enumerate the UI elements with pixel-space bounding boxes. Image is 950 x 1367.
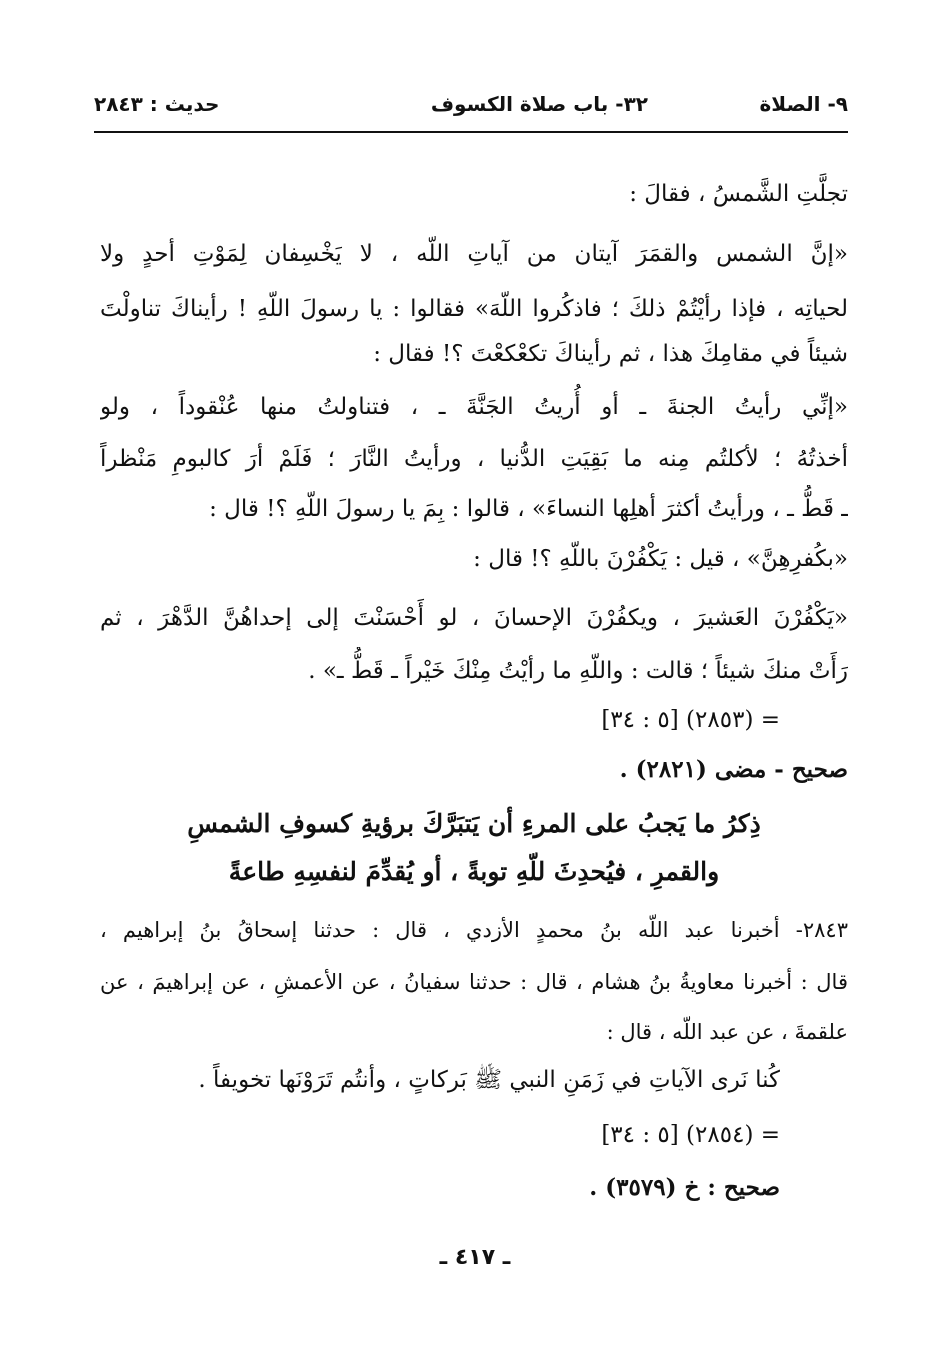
text-line: رَأَتْ منكَ شيئاً ؛ قالت : واللّهِ ما رأيْتُ مِنْكَ خَيْراً ـ قَطُّ ـ» . (308, 658, 848, 684)
text-line: شيئاً في مقامِكَ هذا ، ثم رأيناكَ تكعْكعْتَ ؟! فقال : (373, 341, 848, 367)
header-rule (94, 131, 848, 133)
isnad-line: ٢٨٤٣- أخبرنا عبد اللّه بنُ محمدٍ الأزدي ، قال : حدثنا إسحاقُ بنُ إبراهيم ، (100, 918, 848, 942)
text-line: «بكُفرِهِنَّ» ، قيل : يَكْفُرْنَ باللّهِ ؟! قال : (473, 546, 848, 572)
header-hadith-ref: حديث : ٢٨٤٣ (94, 92, 220, 116)
hadith-text: كُنا نَرى الآياتِ في زَمَنِ النبي ﷺ بَركاتٍ ، وأنتُم تَرَوْنَها تخويفاً . (198, 1067, 780, 1093)
isnad-line: علقمةَ ، عن عبد اللّه ، قال : (606, 1020, 848, 1044)
section-heading-line: والقمرِ ، فيُحدِثَ للّهِ توبةً ، أو يُقدِّمَ لنفسِهِ طاعةً (228, 857, 720, 886)
text-line: «يَكْفُرْنَ العَشيرَ ، ويكفُرْنَ الإحسانَ ، لو أَحْسَنْتَ إلى إحداهُنَّ الدَّهْرَ ، ثم (100, 605, 848, 631)
text-line: لحياتِه ، فإذا رأيْتُمْ ذلكَ ؛ فاذكُروا اللّهَ» فقالوا : يا رسولَ اللّهِ ! رأيناكَ تناولْتَ (100, 296, 848, 322)
isnad-line: قال : أخبرنا معاويةُ بنُ هشام ، قال : حدثنا سفيانُ ، عن الأعمشِ ، عن إبراهيمَ ، عن (100, 970, 848, 994)
header-section: ٣٢- باب صلاة الكسوف (430, 92, 648, 116)
header-chapter: ٩- الصلاة (759, 92, 848, 116)
grading-note: صحيح : خ (٣٥٧٩) . (589, 1174, 780, 1201)
text-line: «إنَّ الشمس والقمَرَ آيتان من آياتِ اللّه ، لا يَخْسِفان لِمَوْتِ أحدٍ ولا (100, 241, 848, 267)
grading-note: صحيح - مضى (٢٨٢١) . (619, 756, 848, 783)
text-line: «إنِّي رأيتُ الجنةَ ـ أو أُريتُ الجَنَّةَ ـ ، فتناولتُ منها عُنْقوداً ، ولو (100, 394, 848, 420)
section-heading-line: ذِكرُ ما يَجبُ على المرءِ أن يَتبَرَّكَ برؤيةِ كسوفِ الشمسِ (187, 809, 761, 838)
cross-reference: = (٢٨٥٣) [٥ : ٣٤] (601, 707, 780, 733)
running-header (94, 92, 848, 128)
cross-reference: = (٢٨٥٤) [٥ : ٣٤] (601, 1122, 780, 1148)
text-line: تجلَّتِ الشَّمسُ ، فقالَ : (629, 181, 848, 207)
text-line: أخذتُهُ ؛ لأكلتُم مِنه ما بَقِيَتِ الدُّنيا ، ورأيتُ النَّارَ ؛ فَلَمْ أرَ كالبومِ مَنْظراً (100, 446, 848, 472)
page-number: ـ ٤١٧ ـ (439, 1245, 511, 1270)
text-line: ـ قَطُّ ـ ، ورأيتُ أكثرَ أهلِها النساءَ» ، قالوا : بِمَ يا رسولَ اللّهِ ؟! قال : (209, 496, 848, 522)
